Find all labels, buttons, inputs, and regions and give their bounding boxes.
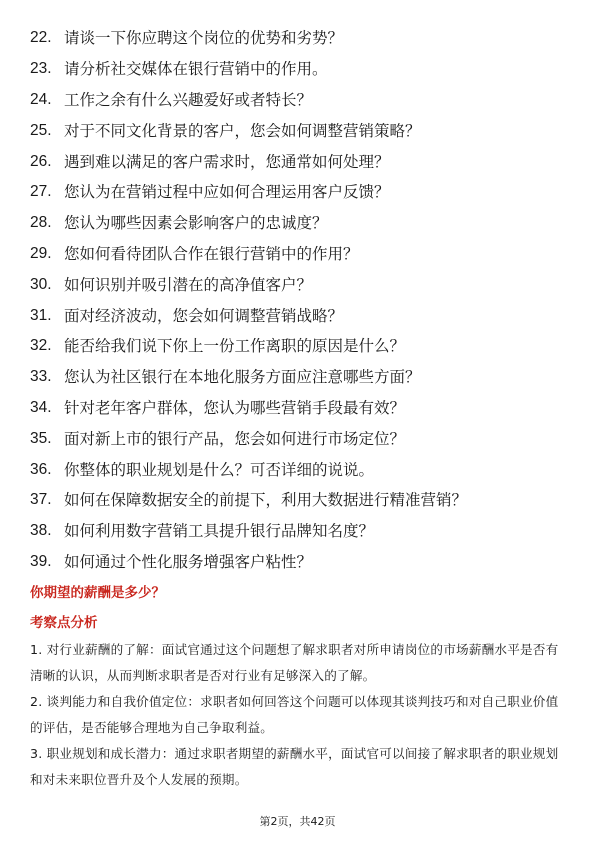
question-number: 32. bbox=[30, 337, 52, 355]
question-number: 30. bbox=[30, 275, 52, 293]
question-item bbox=[30, 239, 570, 270]
question-number: 34. bbox=[30, 398, 52, 416]
question-text: 请谈一下你应聘这个岗位的优势和劣势？ bbox=[64, 29, 344, 48]
question-text: 针对老年客户群体，您认为哪些营销手段最有效？ bbox=[64, 398, 406, 417]
question-item bbox=[30, 23, 570, 54]
analysis-paragraph: 2. 谈判能力和自我价值定位：求职者如何回答这个问题可以体现其谈判技巧和对自己职业价值的评估，是否能够合理地为自己争取利益。 bbox=[30, 694, 559, 735]
question-text: 请分析社交媒体在银行营销中的作用。 bbox=[64, 60, 328, 79]
question-number: 27. bbox=[30, 183, 52, 201]
question-number: 36. bbox=[30, 460, 52, 478]
question-number: 22. bbox=[30, 29, 52, 47]
question-item bbox=[30, 423, 570, 454]
question-number: 31. bbox=[30, 306, 52, 324]
question-number: 37. bbox=[30, 491, 52, 509]
question-list bbox=[30, 23, 570, 577]
question-number: 35. bbox=[30, 429, 52, 447]
question-text: 如何通过个性化服务增强客户粘性？ bbox=[64, 552, 313, 571]
question-item bbox=[30, 547, 570, 578]
question-item bbox=[30, 269, 570, 300]
question-number: 23. bbox=[30, 60, 52, 78]
page-footer: 第2页，共42页 bbox=[259, 815, 336, 828]
question-number: 24. bbox=[30, 90, 52, 108]
question-item bbox=[30, 331, 570, 362]
question-number: 38. bbox=[30, 522, 52, 540]
question-item bbox=[30, 485, 570, 516]
question-text: 遇到难以满足的客户需求时，您通常如何处理？ bbox=[64, 152, 390, 171]
question-text: 工作之余有什么兴趣爱好或者特长？ bbox=[64, 90, 313, 109]
analysis-paragraph: 1. 对行业薪酬的了解：面试官通过这个问题想了解求职者对所申请岗位的市场薪酬水平是否有清晰的认识，从而判断求职者是否对行业有足够深入的了解。 bbox=[30, 642, 559, 683]
question-text: 如何识别并吸引潜在的高净值客户？ bbox=[64, 275, 313, 294]
question-text: 面对经济波动，您会如何调整营销战略？ bbox=[64, 306, 344, 325]
analysis-list bbox=[30, 637, 566, 793]
question-text: 您认为在营销过程中应如何合理运用客户反馈？ bbox=[64, 183, 390, 202]
question-item bbox=[30, 393, 570, 424]
question-text: 能否给我们说下你上一份工作离职的原因是什么？ bbox=[64, 337, 406, 356]
analysis-subheading: 考察点分析 bbox=[30, 615, 98, 631]
question-item bbox=[30, 177, 570, 208]
question-number: 29. bbox=[30, 244, 52, 262]
question-number: 25. bbox=[30, 121, 52, 139]
question-item bbox=[30, 146, 570, 177]
question-text: 对于不同文化背景的客户，您会如何调整营销策略？ bbox=[64, 121, 421, 140]
question-text: 如何在保障数据安全的前提下，利用大数据进行精准营销？ bbox=[64, 491, 468, 510]
question-number: 33. bbox=[30, 368, 52, 386]
question-number: 28. bbox=[30, 214, 52, 232]
question-item bbox=[30, 454, 570, 485]
section-heading: 你期望的薪酬是多少？ bbox=[30, 585, 165, 601]
question-item bbox=[30, 208, 570, 239]
question-item bbox=[30, 516, 570, 547]
question-item bbox=[30, 115, 570, 146]
question-item bbox=[30, 362, 570, 393]
question-number: 26. bbox=[30, 152, 52, 170]
question-text: 面对新上市的银行产品，您会如何进行市场定位？ bbox=[64, 429, 406, 448]
question-item bbox=[30, 85, 570, 116]
question-item bbox=[30, 300, 570, 331]
question-number: 39. bbox=[30, 552, 52, 570]
question-text: 您认为社区银行在本地化服务方面应注意哪些方面？ bbox=[64, 368, 421, 387]
question-text: 您认为哪些因素会影响客户的忠诚度？ bbox=[64, 214, 328, 233]
analysis-paragraph: 3. 职业规划和成长潜力：通过求职者期望的薪酬水平，面试官可以间接了解求职者的职业规划和对未来职位晋升及个人发展的预期。 bbox=[30, 746, 559, 787]
question-text: 您如何看待团队合作在银行营销中的作用？ bbox=[64, 244, 359, 263]
question-item bbox=[30, 54, 570, 85]
question-text: 你整体的职业规划是什么？可否详细的说说。 bbox=[64, 460, 375, 479]
question-text: 如何利用数字营销工具提升银行品牌知名度？ bbox=[64, 522, 375, 541]
